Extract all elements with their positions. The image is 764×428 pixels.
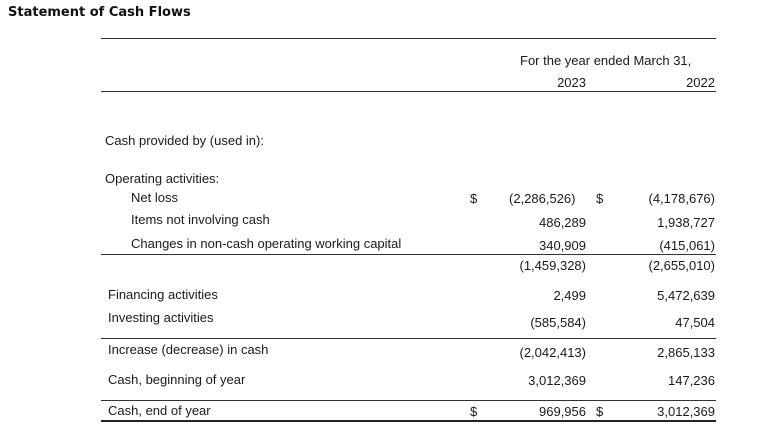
period-label: For the year ended March 31,: [520, 53, 692, 68]
value-current: 2,499: [553, 288, 586, 303]
value-prior: 5,472,639: [657, 288, 715, 303]
row-label: Cash, end of year: [108, 403, 211, 418]
row-label: Items not involving cash: [131, 212, 270, 227]
value-current: (585,584): [530, 315, 586, 330]
value-prior: 2,865,133: [657, 345, 715, 360]
row-label: Changes in non-cash operating working capital: [131, 236, 402, 251]
value-current: 486,289: [539, 215, 586, 230]
value-current: 969,956: [539, 404, 586, 419]
value-prior: 147,236: [668, 373, 715, 388]
currency-symbol: $: [470, 404, 478, 419]
value-current: 3,012,369: [528, 373, 586, 388]
value-current: (2,042,413): [519, 345, 586, 360]
value-current: (2,286,526): [509, 191, 576, 206]
subtotal-prior: (2,655,010): [648, 258, 715, 273]
year-current-header: 2023: [557, 75, 586, 90]
document-title: Statement of Cash Flows: [8, 5, 191, 20]
value-prior: 47,504: [675, 315, 715, 330]
operating-heading: Operating activities:: [105, 171, 220, 186]
row-label: Investing activities: [108, 310, 214, 325]
value-prior: (415,061): [659, 238, 715, 253]
row-label: Increase (decrease) in cash: [108, 342, 269, 357]
section-intro: Cash provided by (used in):: [105, 133, 264, 148]
value-prior: 3,012,369: [657, 404, 715, 419]
value-prior: 1,938,727: [657, 215, 715, 230]
currency-symbol: $: [470, 191, 478, 206]
header-top-rule: [101, 38, 716, 39]
row-label: Financing activities: [108, 287, 218, 302]
row-label: Net loss: [131, 190, 178, 205]
year-prior-header: 2022: [686, 75, 715, 90]
currency-symbol: $: [596, 191, 604, 206]
row-label: Cash, beginning of year: [108, 372, 246, 387]
subtotal-rule: [101, 254, 716, 255]
subtotal-current: (1,459,328): [519, 258, 586, 273]
ending-double-rule: [101, 420, 716, 422]
increase-rule: [101, 338, 716, 339]
value-current: 340,909: [539, 238, 586, 253]
ending-top-rule: [101, 400, 716, 401]
header-bottom-rule: [101, 91, 716, 92]
value-prior: (4,178,676): [648, 191, 715, 206]
currency-symbol: $: [596, 404, 604, 419]
